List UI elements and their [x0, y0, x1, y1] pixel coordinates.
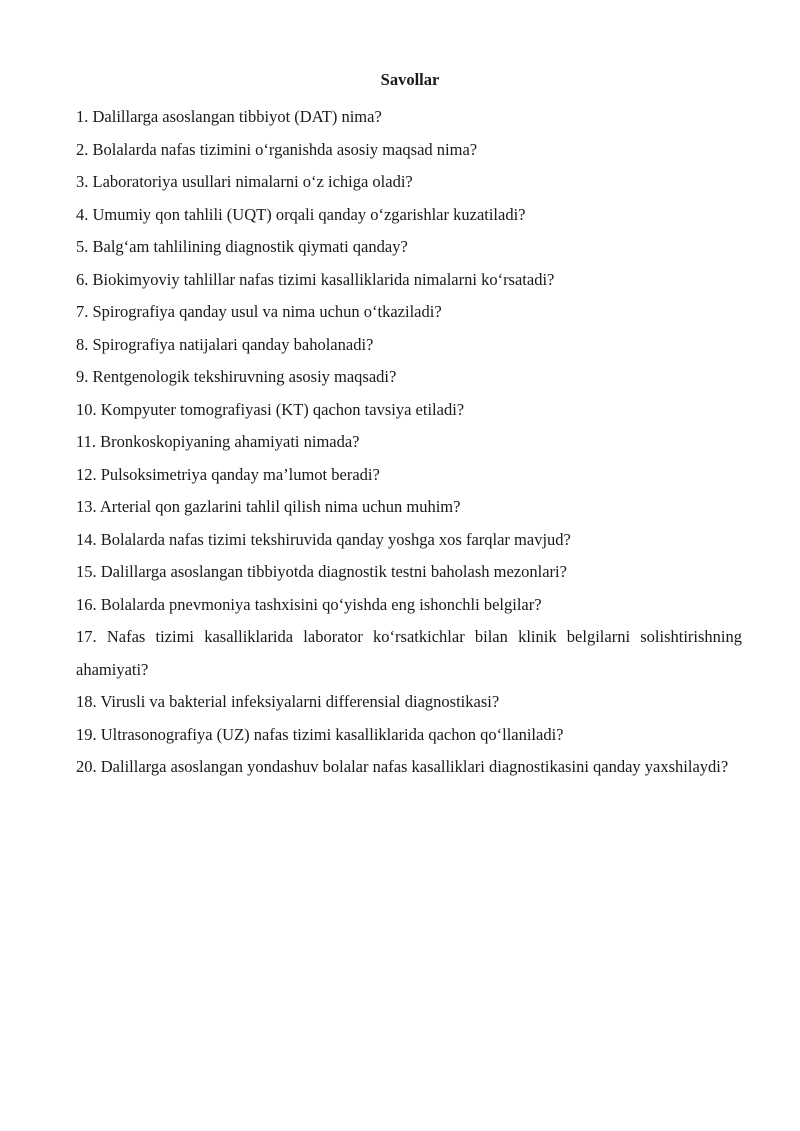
- question-item: 2. Bolalarda nafas tizimini o‘rganishda asosiy maqsad nima?: [76, 139, 478, 159]
- question-item: 12. Pulsoksimetriya qanday ma’lumot beradi?: [76, 464, 380, 484]
- question-item: 9. Rentgenologik tekshiruvning asosiy maqsadi?: [76, 367, 397, 386]
- question-item: 16. Bolalarda pnevmoniya tashxisini qo‘yishda eng ishonchli belgilar?: [76, 594, 542, 614]
- question-item: 1. Dalillarga asoslangan tibbiyot (DAT) nima?: [76, 107, 382, 126]
- question-item: 8. Spirografiya natijalari qanday baholanadi?: [76, 334, 374, 354]
- question-item: 5. Balg‘am tahlilining diagnostik qiymati qanday?: [76, 237, 408, 256]
- question-item: 3. Laboratoriya usullari nimalarni o‘z ichiga oladi?: [76, 172, 413, 191]
- question-item: 4. Umumiy qon tahlili (UQT) orqali qanday o‘zgarishlar kuzatiladi?: [76, 204, 526, 224]
- question-item: 11. Bronkoskopiyaning ahamiyati nimada?: [76, 432, 360, 451]
- question-item: 15. Dalillarga asoslangan tibbiyotda diagnostik testni baholash mezonlari?: [76, 562, 567, 581]
- question-item: 17. Nafas tizimi kasalliklarida laborator ko‘rsatkichlar bilan klinik belgilarni solishtirishning ahamiyati?: [76, 627, 742, 679]
- question-item: 18. Virusli va bakterial infeksiyalarni differensial diagnostikasi?: [76, 692, 500, 711]
- question-item: 13. Arterial qon gazlarini tahlil qilish nima uchun muhim?: [76, 497, 461, 516]
- question-item: 20. Dalillarga asoslangan yondashuv bolalar nafas kasalliklari diagnostikasini qanday yaxshilaydi?: [76, 757, 729, 776]
- question-item: 14. Bolalarda nafas tizimi tekshiruvida qanday yoshga xos farqlar mavjud?: [76, 529, 571, 549]
- question-item: 10. Kompyuter tomografiyasi (KT) qachon tavsiya etiladi?: [76, 399, 465, 419]
- question-item: 6. Biokimyoviy tahlillar nafas tizimi kasalliklarida nimalarni ko‘rsatadi?: [76, 269, 555, 289]
- question-item: 19. Ultrasonografiya (UZ) nafas tizimi kasalliklarida qachon qo‘llaniladi?: [76, 724, 564, 744]
- question-item: 7. Spirografiya qanday usul va nima uchun o‘tkaziladi?: [76, 302, 442, 321]
- page-title: Savollar: [380, 70, 440, 89]
- question-list: [76, 101, 742, 784]
